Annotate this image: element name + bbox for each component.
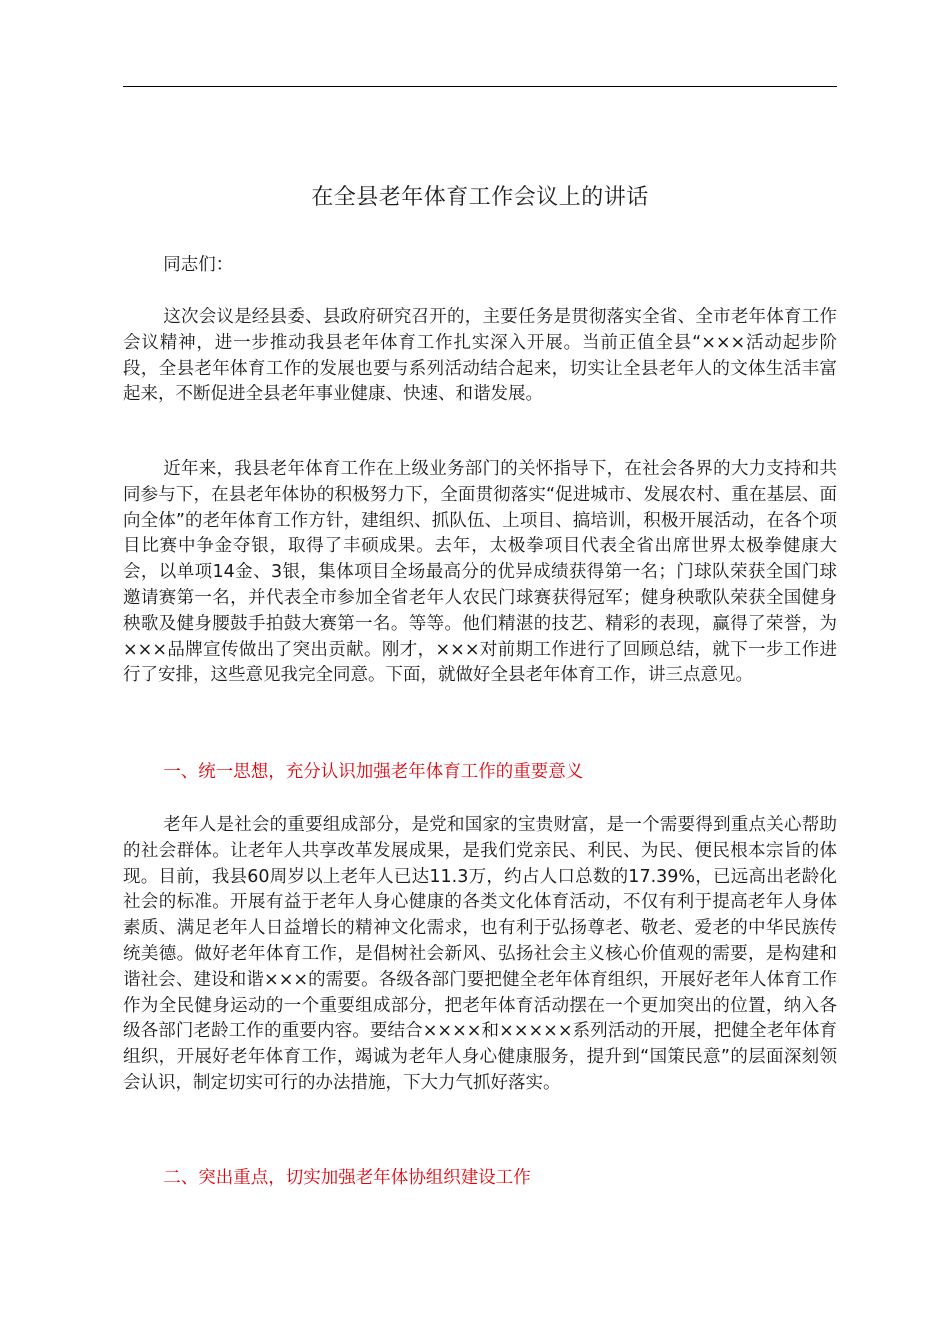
header-rule bbox=[123, 86, 837, 87]
document-title: 在全县老年体育工作会议上的讲话 bbox=[311, 185, 649, 210]
paragraph-intro: 这次会议是经县委、县政府研究召开的，主要任务是贯彻落实全省、全市老年体育工作会议精神，进一步推动我县老年体育工作扎实深入开展。当前正值全县“×××活动起步阶段，全县老年体育工作的发展也要与系列活动结合起来，切实让全县老年人的文体生活丰富起来，不断促进全县老年事业健康、快速、和谐发展。 bbox=[123, 307, 837, 405]
section-heading-1: 一、统一思想，充分认识加强老年体育工作的重要意义 bbox=[163, 762, 584, 782]
section-heading-2: 二、突出重点，切实加强老年体协组织建设工作 bbox=[163, 1168, 531, 1188]
paragraph-significance: 老年人是社会的重要组成部分，是党和国家的宝贵财富，是一个需要得到重点关心帮助的社会群体。让老年人共享改革发展成果，是我们党亲民、利民、为民、便民根本宗旨的体现。目前，我县60周岁以上老年人已达11.3万，约占人口总数的17.39%，已远高出老龄化社会的标准。开展有益于老年人身心健康的各类文化体育活动，不仅有利于提高老年人身体素质、满足老年人日益增长的精神文化需求，也有利于弘扬尊老、敬老、爱老的中华民族传统美德。做好老年体育工作，是倡树社会新风、弘扬社会主义核心价值观的需要，是构建和谐社会、建设和谐×××的需要。各级各部门要把健全老年体育组织，开展好老年人体育工作作为全民健身运动的一个重要组成部分，把老年体育活动摆在一个更加突出的位置，纳入各级各部门老龄工作的重要内容。要结合××××和×××××系列活动的开展，把健全老年体育组织，开展好老年体育工作，竭诚为老年人身心健康服务，提升到“国策民意”的层面深刻领会认识，制定切实可行的办法措施，下大力气抓好落实。 bbox=[123, 815, 837, 1093]
salutation: 同志们： bbox=[163, 255, 234, 275]
paragraph-achievements: 近年来，我县老年体育工作在上级业务部门的关怀指导下，在社会各界的大力支持和共同参与下，在县老年体协的积极努力下，全面贯彻落实“促进城市、发展农村、重在基层、面向全体”的老年体育工作方针，建组织、抓队伍、上项目、搞培训，积极开展活动，在各个项目比赛中争金夺银，取得了丰硕成果。去年，太极拳项目代表全省出席世界太极拳健康大会，以单项14金、3银，集体项目全场最高分的优异成绩获得第一名；门球队荣获全国门球邀请赛第一名，并代表全市参加全省老年人农民门球赛获得冠军；健身秧歌队荣获全国健身秧歌及健身腰鼓手拍鼓大赛第一名。等等。他们精湛的技艺、精彩的表现，赢得了荣誉，为×××品牌宣传做出了突出贡献。刚才，×××对前期工作进行了回顾总结，就下一步工作进行了安排，这些意见我完全同意。下面，就做好全县老年体育工作，讲三点意见。 bbox=[123, 459, 837, 686]
